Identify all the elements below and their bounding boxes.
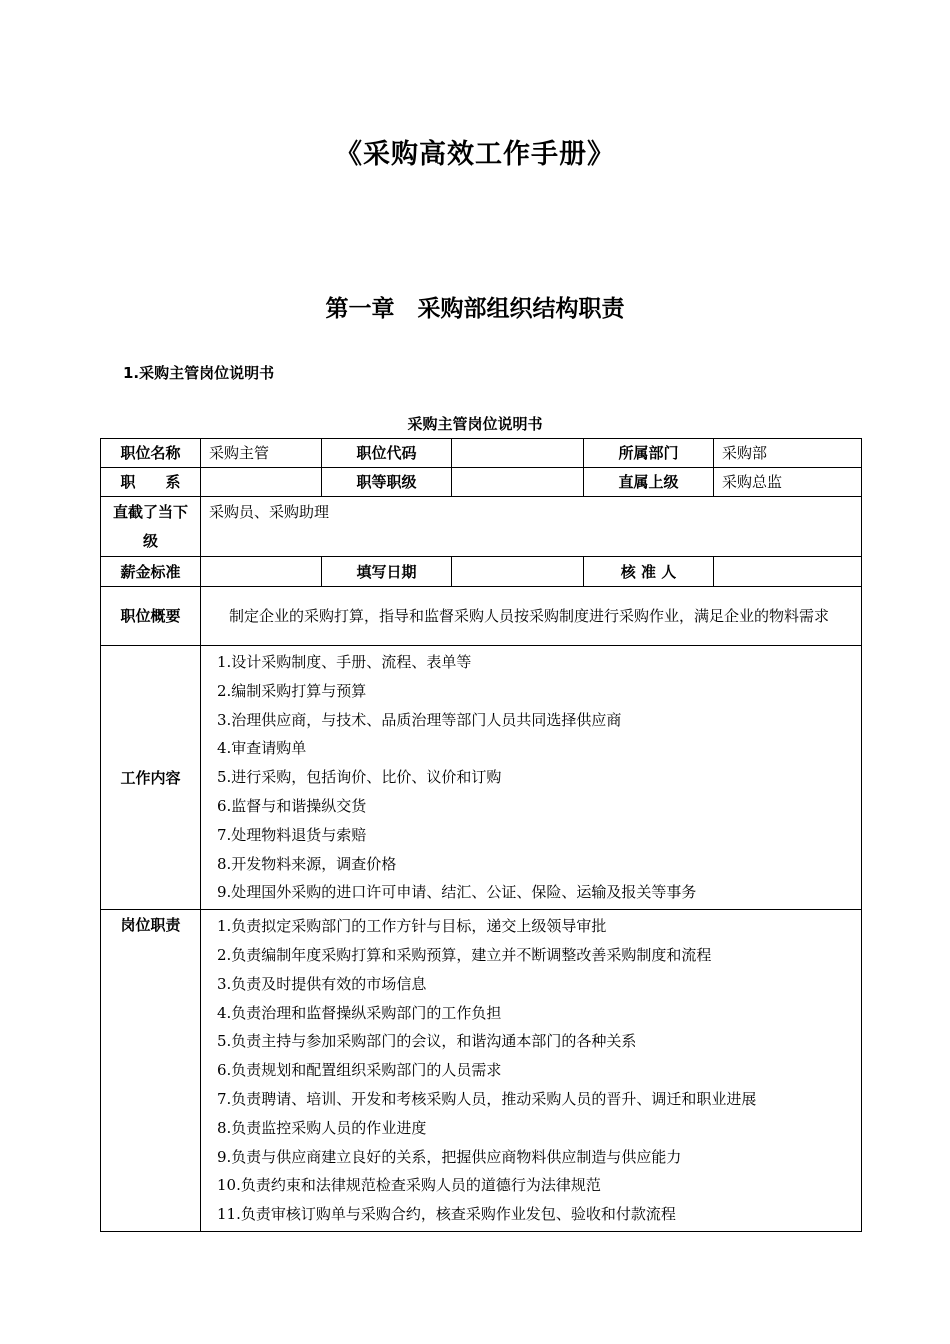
list-item: 9.处理国外采购的进口许可申请、结汇、公证、保险、运输及报关等事务 <box>217 883 697 902</box>
document-title: 《采购高效工作手册》 <box>335 139 615 170</box>
label-fill-date: 填写日期 <box>322 557 452 587</box>
value-position-name: 采购主管 <box>201 439 322 468</box>
label-position-name: 职位名称 <box>101 439 201 468</box>
value-fill-date <box>452 557 584 587</box>
list-item: 6.负责规划和配置组织采购部门的人员需求 <box>217 1061 502 1080</box>
list-item: 2.编制采购打算与预算 <box>217 681 367 700</box>
list-item: 10.负责约束和法律规范检查采购人员的道德行为法律规范 <box>217 1176 601 1195</box>
value-grade <box>452 468 584 497</box>
table-row <box>101 468 862 497</box>
label-summary: 职位概要 <box>101 587 201 646</box>
list-item: 11.负责审核订购单与采购合约，核查采购作业发包、验收和付款流程 <box>217 1205 676 1224</box>
value-job-family <box>201 468 322 497</box>
list-item: 6.监督与和谐操纵交货 <box>217 796 367 815</box>
label-work-content: 工作内容 <box>101 646 201 910</box>
list-item: 5.进行采购，包括询价、比价、议价和订购 <box>217 768 502 787</box>
summary-text: 制定企业的采购打算，指导和监督采购人员按采购制度进行采购作业，满足企业的物料需求 <box>229 606 830 625</box>
table-row <box>101 557 862 587</box>
label-position-code: 职位代码 <box>322 439 452 468</box>
table-row <box>101 497 862 557</box>
value-direct-superior: 采购总监 <box>714 468 862 497</box>
list-item: 3.治理供应商，与技术、品质治理等部门人员共同选择供应商 <box>217 710 622 729</box>
chapter-title: 第一章 采购部组织结构职责 <box>325 296 625 322</box>
value-department: 采购部 <box>714 439 862 468</box>
table-row <box>101 587 862 646</box>
value-position-code <box>452 439 584 468</box>
list-item: 2.负责编制年度采购打算和采购预算，建立并不断调整改善采购制度和流程 <box>217 945 712 964</box>
list-item: 4.审查请购单 <box>217 739 307 758</box>
job-description-table <box>100 438 862 1232</box>
label-responsibilities: 岗位职责 <box>101 910 201 1232</box>
list-item: 1.负责拟定采购部门的工作方针与目标，递交上级领导审批 <box>217 917 607 936</box>
table-row <box>101 910 862 1232</box>
list-item: 4.负责治理和监督操纵采购部门的工作负担 <box>217 1003 502 1022</box>
value-salary <box>201 557 322 587</box>
section-heading: 1.采购主管岗位说明书 <box>123 364 275 382</box>
label-subordinates: 直截了当下级 <box>101 497 201 557</box>
list-item: 9.负责与供应商建立良好的关系，把握供应商物料供应制造与供应能力 <box>217 1147 682 1166</box>
responsibilities-list <box>201 910 862 1232</box>
label-job-family: 职 系 <box>101 468 201 497</box>
value-subordinates: 采购员、采购助理 <box>201 497 862 557</box>
label-direct-superior: 直属上级 <box>584 468 714 497</box>
work-content-list <box>201 646 862 910</box>
table-caption: 采购主管岗位说明书 <box>407 415 543 433</box>
list-item: 8.开发物料来源，调查价格 <box>217 854 397 873</box>
table-row <box>101 439 862 468</box>
label-salary: 薪金标准 <box>101 557 201 587</box>
list-item: 7.负责聘请、培训、开发和考核采购人员，推动采购人员的晋升、调迁和职业进展 <box>217 1089 757 1108</box>
list-item: 3.负责及时提供有效的市场信息 <box>217 974 427 993</box>
list-item: 5.负责主持与参加采购部门的会议，和谐沟通本部门的各种关系 <box>217 1032 637 1051</box>
list-item: 1.设计采购制度、手册、流程、表单等 <box>217 653 472 671</box>
label-approver: 核 准 人 <box>584 557 714 587</box>
value-summary <box>201 587 862 646</box>
list-item: 7.处理物料退货与索赔 <box>217 825 367 844</box>
label-grade: 职等职级 <box>322 468 452 497</box>
label-department: 所属部门 <box>584 439 714 468</box>
value-approver <box>714 557 862 587</box>
table-row <box>101 646 862 910</box>
list-item: 8.负责监控采购人员的作业进度 <box>217 1118 427 1137</box>
